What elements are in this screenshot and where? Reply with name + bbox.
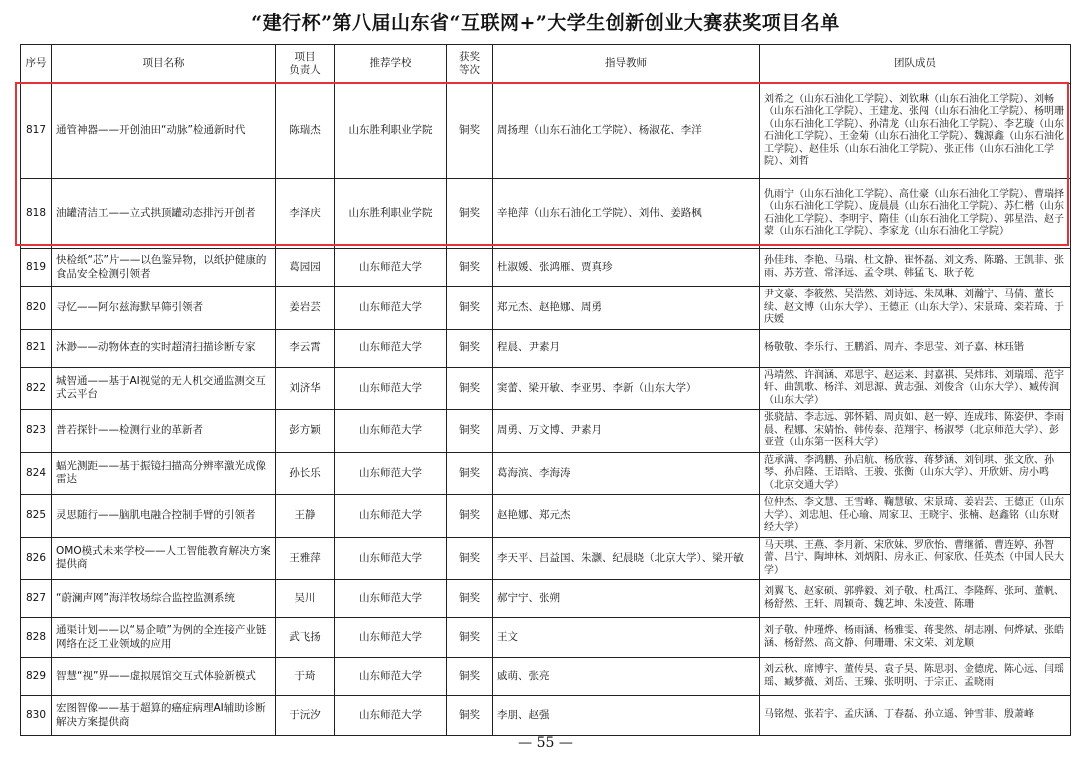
award-level: 铜奖 [447, 495, 493, 538]
row-number: 829 [21, 658, 52, 696]
header-advisors: 指导教师 [493, 45, 760, 84]
page-number: — 55 — [518, 735, 573, 751]
team-members: 刘子敬、仲瑾烨、杨雨涵、杨雅雯、蒋斐然、胡志刚、何烨斌、张皓涵、杨舒然、高文静、何珊珊、宋文荣、刘龙顺 [760, 618, 1071, 658]
project-name: 通渠计划——以“易企喷”为例的全连接产业链网络在泛工业领域的应用 [52, 618, 276, 658]
table-row [21, 287, 1071, 330]
row-number: 819 [21, 249, 52, 287]
row-number: 818 [21, 179, 52, 249]
page-title: “建行杯”第八届山东省“互联网+”大学生创新创业大赛获奖项目名单 [251, 12, 840, 34]
team-members: 马铭煜、张若宇、孟庆涵、丁春磊、孙立遥、钟雪菲、殷萧峰 [760, 696, 1071, 736]
table-row [21, 179, 1071, 249]
advisors: 程晨、尹素月 [493, 329, 760, 367]
school-name: 山东师范大学 [335, 367, 447, 410]
school-name: 山东师范大学 [335, 329, 447, 367]
row-number: 820 [21, 287, 52, 330]
school-name: 山东师范大学 [335, 580, 447, 618]
header-award: 获奖 等次 [447, 45, 493, 84]
project-leader: 王雅萍 [276, 537, 335, 580]
row-number: 824 [21, 452, 52, 495]
school-name: 山东师范大学 [335, 410, 447, 453]
award-level: 铜奖 [447, 287, 493, 330]
table-row [21, 84, 1071, 179]
row-number: 826 [21, 537, 52, 580]
row-number: 821 [21, 329, 52, 367]
award-level: 铜奖 [447, 696, 493, 736]
project-name: 宏图智像——基于超算的癌症病理AI辅助诊断解决方案提供商 [52, 696, 276, 736]
row-number: 827 [21, 580, 52, 618]
header-school: 推荐学校 [335, 45, 447, 84]
table-row [21, 618, 1071, 658]
table-row [21, 367, 1071, 410]
school-name: 山东师范大学 [335, 696, 447, 736]
school-name: 山东师范大学 [335, 249, 447, 287]
award-level: 铜奖 [447, 249, 493, 287]
school-name: 山东师范大学 [335, 658, 447, 696]
row-number: 828 [21, 618, 52, 658]
header-project-name: 项目名称 [52, 45, 276, 84]
award-level: 铜奖 [447, 367, 493, 410]
advisors: 赵艳娜、郑元杰 [493, 495, 760, 538]
team-members: 刘希之（山东石油化工学院）、刘钦琳（山东石油化工学院）、刘畅（山东石油化工学院）、王建龙、张闯（山东石油化工学院）、杨明珊（山东石油化工学院）、孙清龙（山东石油化工学院）、李艺璇（山东石油化工学院）、王金菊（山东石油化工学院）、魏源鑫（山东石油化工学院）、赵佳乐（山东石油化工学院）、张正伟（山东石油化工学院）、刘哲 [760, 84, 1071, 179]
award-table [20, 44, 1071, 736]
project-name: 通管神器——开创油田“动脉”检通新时代 [52, 84, 276, 179]
award-level: 铜奖 [447, 410, 493, 453]
project-name: 灵思随行——脑肌电融合控制手臂的引领者 [52, 495, 276, 538]
table-header-row [21, 45, 1071, 84]
team-members: 范承满、李鸿鹏、孙启航、杨欣蓉、蒋梦涵、刘钊琪、张文欣、孙琴、孙启隆、王语晗、王骏、张衡（山东大学）、开欣妍、房小鸣（北京交通大学） [760, 452, 1071, 495]
advisors: 李天平、吕益国、朱灏、纪晨晓（北京大学）、梁开敏 [493, 537, 760, 580]
award-level: 铜奖 [447, 580, 493, 618]
table-row [21, 658, 1071, 696]
team-members: 刘翼飞、赵家硕、郭骅毅、刘子敬、杜禹江、李隆辉、张珂、董帆、杨舒然、王轩、周颖奇、魏艺坤、朱凌萱、陈珊 [760, 580, 1071, 618]
table-body [21, 84, 1071, 736]
advisors: 葛海滨、李海涛 [493, 452, 760, 495]
table-row [21, 495, 1071, 538]
project-name: 智慧“视”界——虚拟展馆交互式体验新模式 [52, 658, 276, 696]
school-name: 山东师范大学 [335, 495, 447, 538]
project-leader: 李云霄 [276, 329, 335, 367]
team-members: 位仲杰、李文慧、王雪峰、鞠慧敏、宋景琦、姜岩芸、王德正（山东大学）、刘忠旭、任心瑜、周家卫、王晓宇、张楠、赵鑫铭（山东财经大学） [760, 495, 1071, 538]
project-name: 蝠光测距——基于振镜扫描高分辨率激光成像雷达 [52, 452, 276, 495]
advisors: 周扬理（山东石油化工学院）、杨淑花、李洋 [493, 84, 760, 179]
table-row [21, 410, 1071, 453]
team-members: 刘云秋、席博宇、董传昊、袁子昊、陈思羽、金德虎、陈心远、闫瑶瑶、臧梦薇、刘岳、王臻、张明明、于宗正、孟晓雨 [760, 658, 1071, 696]
school-name: 山东胜利职业学院 [335, 84, 447, 179]
award-level: 铜奖 [447, 329, 493, 367]
row-number: 822 [21, 367, 52, 410]
row-number: 823 [21, 410, 52, 453]
header-members: 团队成员 [760, 45, 1071, 84]
table-row [21, 452, 1071, 495]
row-number: 817 [21, 84, 52, 179]
table-row [21, 249, 1071, 287]
project-leader: 武飞扬 [276, 618, 335, 658]
school-name: 山东胜利职业学院 [335, 179, 447, 249]
school-name: 山东师范大学 [335, 618, 447, 658]
school-name: 山东师范大学 [335, 287, 447, 330]
team-members: 尹文豪、李筱然、吴浩然、刘诗远、朱凤琳、刘瀚宁、马倩、董长续、赵文博（山东大学）、王德正（山东大学）、宋景琦、栾若琦、于庆媛 [760, 287, 1071, 330]
project-leader: 李泽庆 [276, 179, 335, 249]
project-leader: 王静 [276, 495, 335, 538]
award-level: 铜奖 [447, 537, 493, 580]
project-name: OMO模式未来学校——人工智能教育解决方案提供商 [52, 537, 276, 580]
header-seq: 序号 [21, 45, 52, 84]
row-number: 825 [21, 495, 52, 538]
project-leader: 孙长乐 [276, 452, 335, 495]
project-leader: 于沅汐 [276, 696, 335, 736]
team-members: 马天琪、王燕、李月新、宋欣妹、罗欣怡、曹继循、曹连婷、孙智蕾、吕宁、陶坤林、刘炳阳、房永正、何家欣、任英杰（中国人民大学） [760, 537, 1071, 580]
row-number: 830 [21, 696, 52, 736]
team-members: 冯靖然、许润涵、邓思宇、赵运来、封嘉祺、吴炜玮、刘瑞瑶、范宇轩、曲凯歌、杨洋、刘思源、黄志强、刘俊含（山东大学）、臧传润（山东大学） [760, 367, 1071, 410]
project-name: 普若探针——检测行业的革新者 [52, 410, 276, 453]
team-members: 张骁喆、李志远、郭怀韬、周贞如、赵一婷、连成玮、陈姿伊、李雨晨、程娜、宋婧怡、韩传泰、范翔宇、杨淑琴（北京师范大学）、彭亚萱（山东第一医科大学） [760, 410, 1071, 453]
project-name: 城智通——基于AI视觉的无人机交通监测交互式云平台 [52, 367, 276, 410]
project-leader: 陈瑞杰 [276, 84, 335, 179]
advisors: 李朋、赵强 [493, 696, 760, 736]
award-level: 铜奖 [447, 84, 493, 179]
project-name: 油罐清洁工——立式拱顶罐动态排污开创者 [52, 179, 276, 249]
advisors: 周勇、万文博、尹素月 [493, 410, 760, 453]
award-level: 铜奖 [447, 452, 493, 495]
project-name: “蔚澜声网”海洋牧场综合监控监测系统 [52, 580, 276, 618]
award-level: 铜奖 [447, 658, 493, 696]
table-row [21, 696, 1071, 736]
project-leader: 刘济华 [276, 367, 335, 410]
project-name: 沐渺——动物体查的实时超清扫描诊断专家 [52, 329, 276, 367]
project-leader: 于琦 [276, 658, 335, 696]
advisors: 辛艳萍（山东石油化工学院）、刘伟、姜路枫 [493, 179, 760, 249]
school-name: 山东师范大学 [335, 537, 447, 580]
table-row [21, 580, 1071, 618]
advisors: 戚萌、张亮 [493, 658, 760, 696]
project-leader: 彭方颖 [276, 410, 335, 453]
team-members: 杨敬敬、李乐行、王鹏滔、周卉、李思莹、刘子嘉、林珏锴 [760, 329, 1071, 367]
award-level: 铜奖 [447, 618, 493, 658]
header-leader: 项目 负责人 [276, 45, 335, 84]
table-row [21, 537, 1071, 580]
project-leader: 姜岩芸 [276, 287, 335, 330]
advisors: 杜淑媛、张鸿雁、贾真珍 [493, 249, 760, 287]
award-level: 铜奖 [447, 179, 493, 249]
team-members: 孙佳玮、李艳、马瑞、杜文静、崔怀磊、刘文秀、陈璐、王凯菲、张雨、苏芳萱、常泽远、孟令琪、韩猛飞、耿子乾 [760, 249, 1071, 287]
advisors: 窦蕾、梁开敏、李亚男、李新（山东大学） [493, 367, 760, 410]
school-name: 山东师范大学 [335, 452, 447, 495]
project-leader: 葛园园 [276, 249, 335, 287]
advisors: 郝宁宁、张朔 [493, 580, 760, 618]
team-members: 仇雨宁（山东石油化工学院）、高仕豪（山东石油化工学院）、曹瑞择（山东石油化工学院）、庞晨晨（山东石油化工学院）、苏仁楷（山东石油化工学院）、李明宇、隋佳（山东石油化工学院）、郭星浩、赵子蒙（山东石油化工学院）、李家龙（山东石油化工学院） [760, 179, 1071, 249]
advisors: 郑元杰、赵艳娜、周勇 [493, 287, 760, 330]
project-name: 寻忆——阿尔兹海默早筛引领者 [52, 287, 276, 330]
project-name: 快检纸“芯”片——以色鉴异物，以纸护健康的食品安全检测引领者 [52, 249, 276, 287]
project-leader: 吴川 [276, 580, 335, 618]
advisors: 王文 [493, 618, 760, 658]
table-row [21, 329, 1071, 367]
